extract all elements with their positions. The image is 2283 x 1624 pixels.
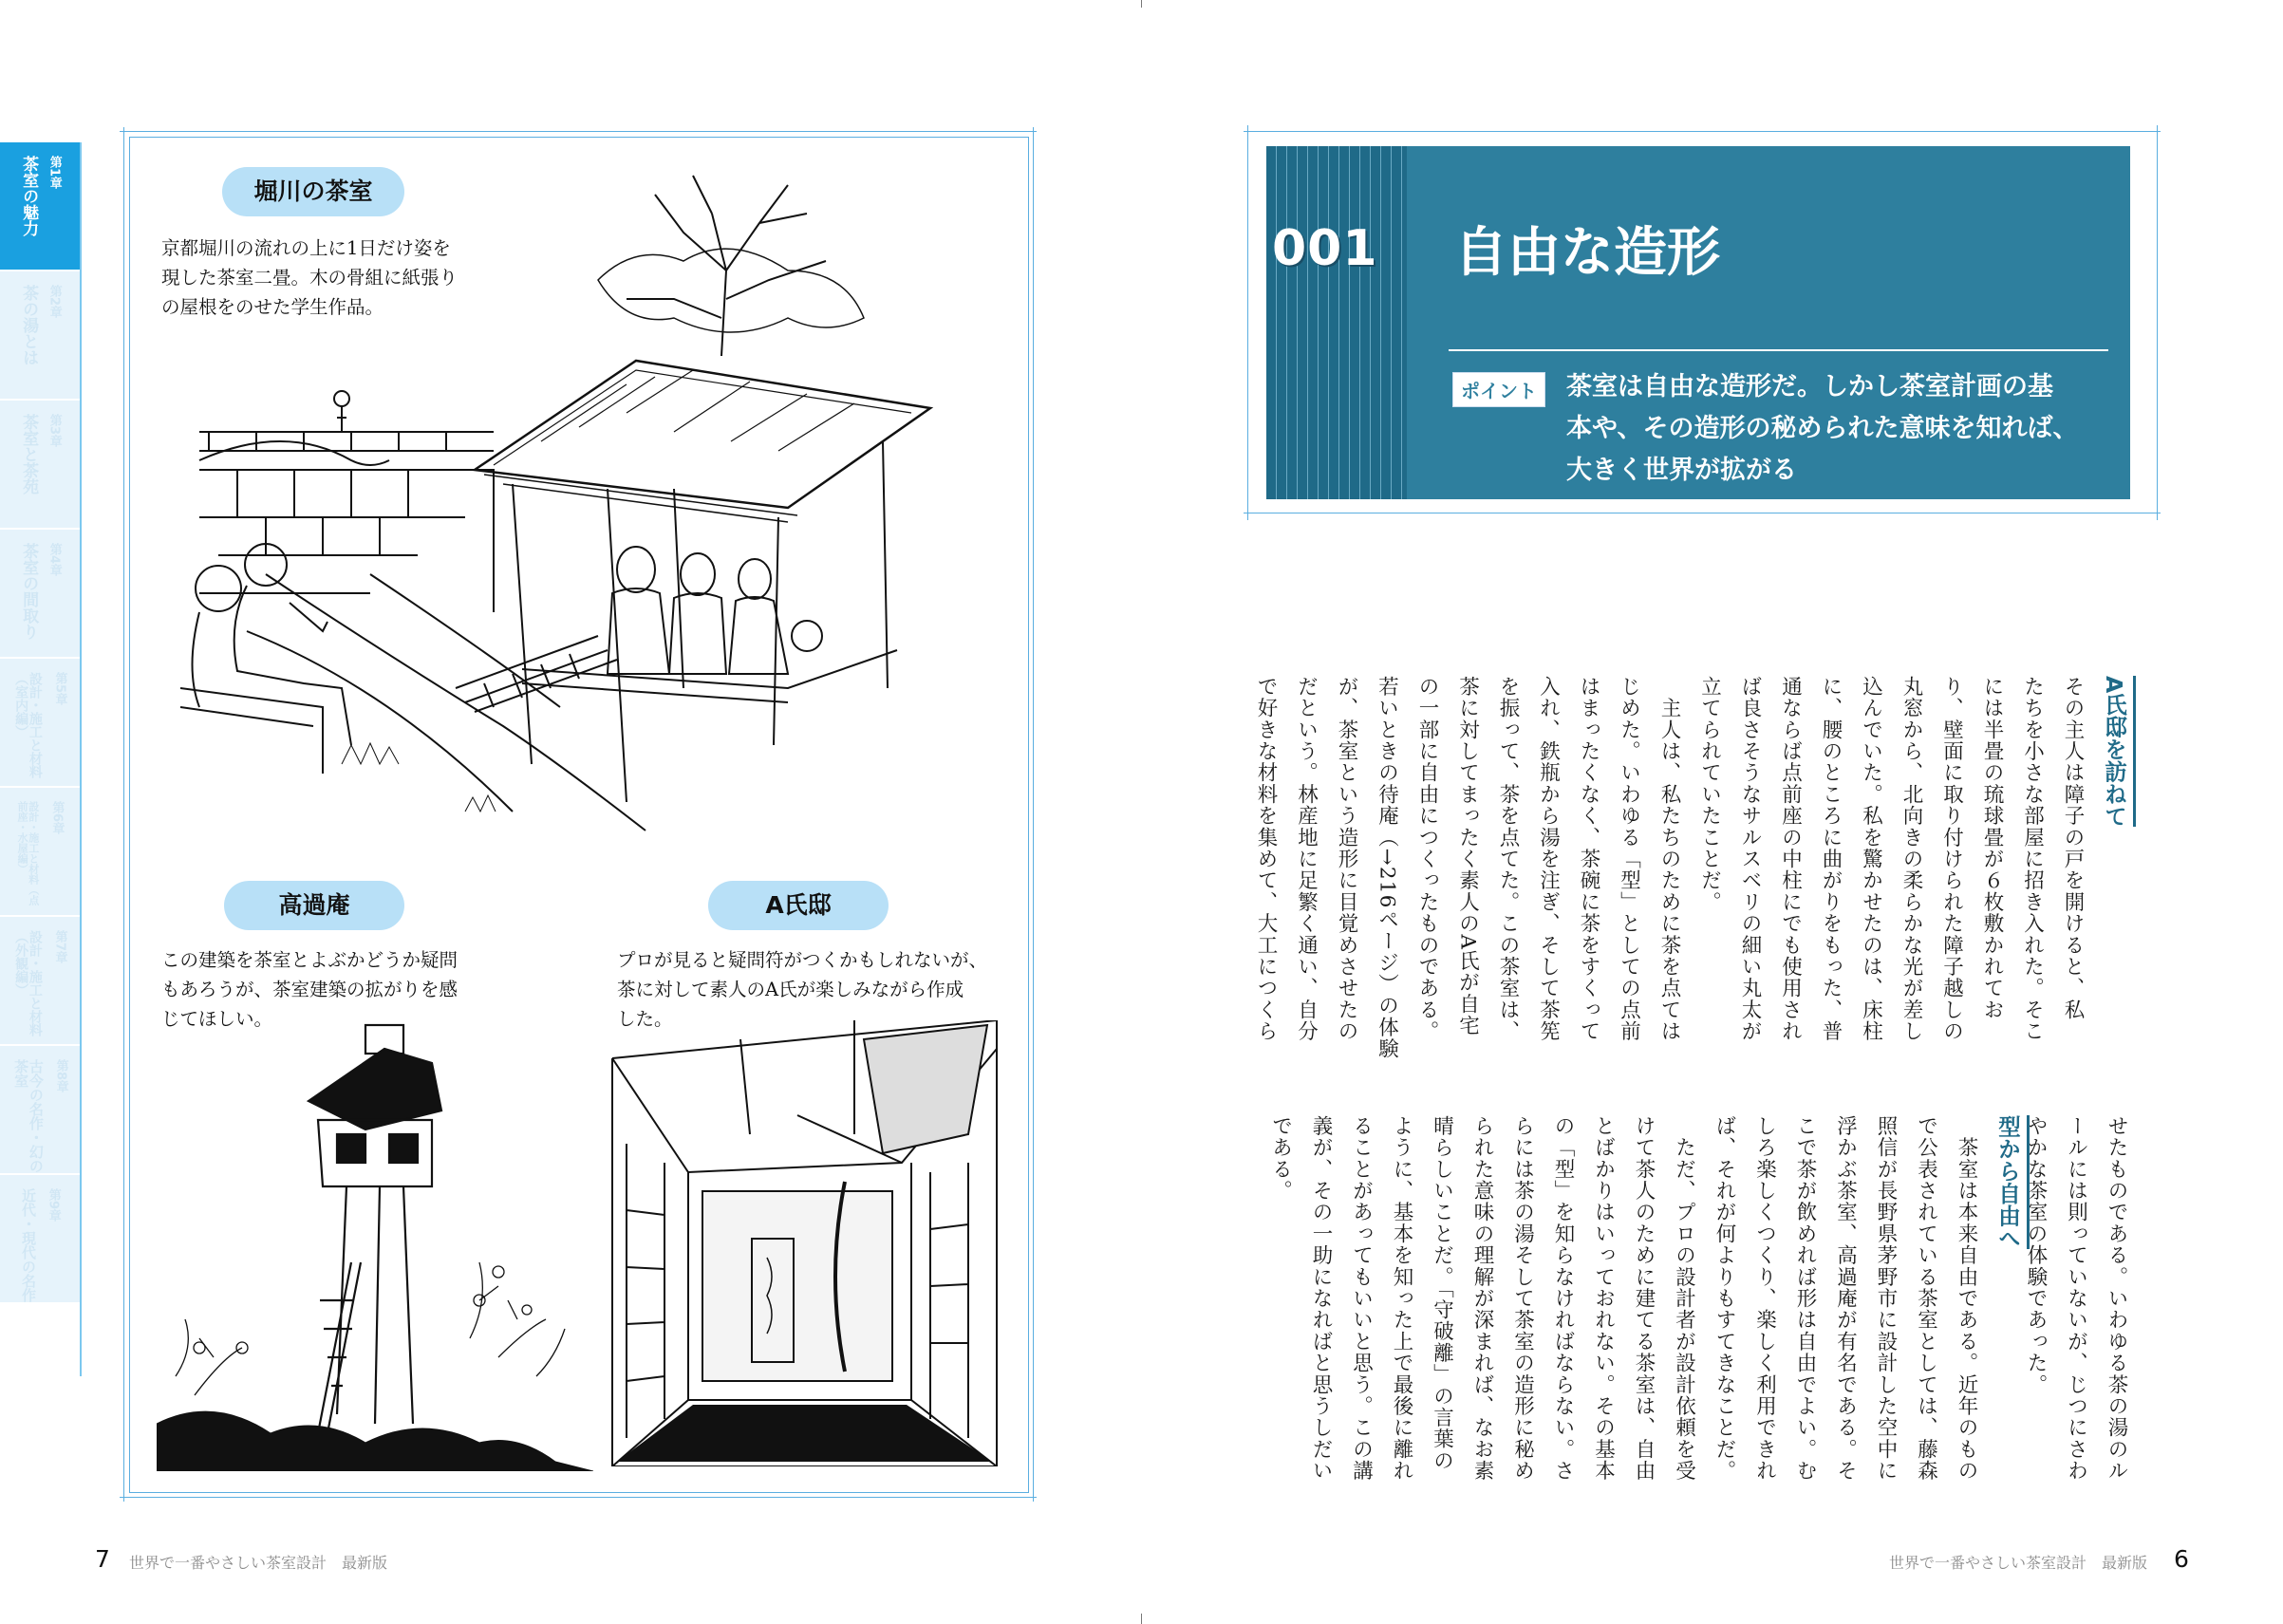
page-number-left: 7 (95, 1545, 110, 1573)
text-column: である。 (1268, 1115, 1293, 1202)
chapter-tab-7[interactable] (0, 917, 80, 1046)
text-column: ることがあってもいいと思う。この講 (1349, 1115, 1374, 1482)
frame-line (120, 131, 1037, 132)
chapter-tab-4[interactable] (0, 530, 80, 659)
point-text (1566, 366, 2107, 492)
text-column: 入れ、鉄瓶から湯を注ぎ、そして茶筅 (1536, 676, 1561, 1042)
text-column: を振って、茶を点てた。この茶室は、 (1496, 676, 1520, 1042)
header-frame-line (1247, 125, 1248, 520)
point-line: 本や、その造形の秘められた意味を知れば、 (1566, 414, 2079, 443)
point-line: 茶室は自由な造形だ。しかし茶室計画の基 (1566, 372, 2053, 401)
text-column: やかな茶室の体験であった。 (2024, 1115, 2048, 1396)
header-stripes (1266, 146, 1407, 499)
text-column: せたものである。いわゆる茶の湯のル (2105, 1115, 2128, 1482)
chapter-tab-title: 茶の湯とは (19, 285, 39, 365)
chapter-tab-title: 茶室の間取り (19, 543, 39, 640)
chapter-tab-1[interactable] (0, 142, 80, 271)
illustration-label-a-residence: A氏邸 (708, 881, 889, 930)
body-text-section1 (1254, 676, 2092, 1093)
crop-mark (1141, 0, 1142, 8)
text-column: とばかりはいっておれない。その基本 (1591, 1115, 1616, 1482)
text-column: 茶室は本来自由である。近年のもの (1955, 1115, 1978, 1482)
text-column: ば、それが何よりもすてきなことだ。 (1712, 1115, 1736, 1482)
chapter-tab-number: 第3章 (47, 414, 62, 448)
chapter-tab-3[interactable] (0, 401, 80, 530)
caption-line: じてほしい。 (161, 1008, 273, 1030)
frame-line (1033, 127, 1034, 1502)
text-column: けて茶人のために建てる茶室は、自由 (1632, 1115, 1656, 1482)
section-title: 自由な造形 (1454, 222, 1720, 284)
chapter-tab-title: 設計・施工と材料（外観編） (13, 930, 43, 1036)
point-badge: ポイント (1452, 372, 1545, 407)
text-column: 茶に対してまったく素人のA氏が自宅 (1455, 676, 1480, 1036)
chapter-tab-title: 設計・施工と材料（点前座・水屋編） (16, 801, 40, 905)
text-column: だという。林産地に足繁く通い、自分 (1294, 676, 1319, 1042)
point-line: 大きく世界が拡がる (1566, 456, 1797, 485)
caption-line: 茶に対して素人のA氏が楽しみながら作成 (617, 979, 964, 1000)
chapter-tab-number: 第7章 (52, 930, 67, 964)
text-column: られた意味の理解が深まれば、なお素 (1470, 1115, 1494, 1482)
text-column: 若いときの待庵（→216ページ）の体験 (1375, 676, 1399, 1060)
chapter-tab-number: 第5章 (52, 672, 67, 706)
chapter-tab-title: 茶室の魅力 (19, 156, 39, 236)
horikawa-teahouse-illustration (180, 157, 968, 859)
crop-mark (1141, 1614, 1142, 1624)
chapter-tab-6[interactable] (0, 788, 80, 917)
a-residence-interior-illustration (608, 1020, 1001, 1466)
frame-line (123, 127, 124, 1502)
text-column: 義が、その一助になればと思うしだい (1309, 1115, 1333, 1482)
text-column: ールには則っていないが、じつにさわ (2064, 1115, 2088, 1482)
chapter-tab-title: 近代・現代の名作 (20, 1188, 38, 1302)
section-heading-a-residence: A氏邸を訪ねて (2098, 676, 2136, 827)
section-heading-from-form-to-freedom: 型から自由へ (1992, 1115, 2030, 1249)
tab-divider (80, 142, 82, 1376)
header-frame-line (1244, 131, 2161, 132)
caption-line: した。 (617, 1008, 673, 1030)
illustration-label-takasugian: 高過庵 (224, 881, 404, 930)
text-column: たちを小さな部屋に招き入れた。そこ (2020, 676, 2045, 1042)
chapter-tabs (0, 142, 80, 1304)
text-column: 立てられていたことだ。 (1697, 676, 1722, 913)
chapter-tab-number: 第2章 (47, 285, 62, 319)
text-column: 通ならば点前座の中柱にでも使用され (1778, 676, 1803, 1042)
caption-line: の屋根をのせた学生作品。 (161, 296, 384, 318)
caption-line: 現した茶室二畳。木の骨組に紙張り (161, 267, 458, 289)
chapter-tab-title: 古今の名作・幻の茶室 (12, 1059, 45, 1173)
text-column: に、腰のところに曲がりをもった、普 (1819, 676, 1843, 1042)
takasugian-illustration (157, 1016, 593, 1471)
footer-book-title-left: 世界で一番やさしい茶室設計 最新版 (129, 1554, 388, 1572)
text-column: らには茶の湯そして茶室の造形に秘め (1510, 1115, 1535, 1482)
caption-line: 京都堀川の流れの上に1日だけ姿を (161, 237, 451, 259)
text-column: 込んでいた。私を驚かせたのは、床柱 (1859, 676, 1883, 1042)
chapter-tab-8[interactable] (0, 1046, 80, 1175)
frame-line (120, 1497, 1037, 1498)
text-column: 晴らしいことだ。「守破離」の言葉の (1430, 1115, 1454, 1472)
chapter-tab-title: 茶室と茶苑 (19, 414, 39, 495)
text-column: で公表されている茶室としては、藤森 (1914, 1115, 1938, 1482)
text-column: ば良さそうなサルスベリの細い丸太が (1738, 676, 1762, 1042)
chapter-tab-number: 第1章 (47, 156, 62, 190)
text-column: の「型」を知らなければならない。さ (1551, 1115, 1575, 1482)
body-text-section2 (1264, 1115, 1986, 1533)
text-column: ように、基本を知った上で最後に離れ (1390, 1115, 1413, 1482)
caption-line: プロが見ると疑問符がつくかもしれないが、 (617, 949, 988, 971)
text-column: しろ楽しくつくり、楽しく利用できれ (1752, 1115, 1777, 1482)
chapter-tab-number: 第6章 (49, 801, 65, 835)
text-column: 丸窓から、北向きの柔らかな光が差し (1899, 676, 1923, 1042)
chapter-tab-9[interactable] (0, 1175, 80, 1304)
section-number: 001 (1272, 220, 1378, 277)
footer-book-title-right: 世界で一番やさしい茶室設計 最新版 (1889, 1554, 2148, 1572)
text-column: その主人は障子の戸を開けると、私 (2061, 676, 2085, 1021)
chapter-tab-number: 第4章 (47, 543, 62, 577)
text-column: はまったくなく、茶碗に茶をすくって (1577, 676, 1600, 1042)
text-column: で好きな材料を集めて、大工につくら (1254, 676, 1278, 1042)
text-column: ただ、プロの設計者が設計依頼を受 (1672, 1115, 1696, 1482)
chapter-tab-number: 第8章 (53, 1059, 68, 1093)
chapter-tab-5[interactable] (0, 659, 80, 788)
header-frame-line (2157, 125, 2158, 520)
caption-line: この建築を茶室とよぶかどうか疑問 (161, 949, 458, 971)
text-column: が、茶室という造形に目覚めさせたの (1335, 676, 1358, 1042)
chapter-tab-title: 設計・施工と材料（室内編） (13, 672, 43, 778)
page-number-right: 6 (2174, 1545, 2189, 1573)
chapter-tab-number: 第9章 (46, 1188, 61, 1223)
caption-line: もあろうが、茶室建築の拡がりを感 (161, 979, 458, 1000)
chapter-tab-2[interactable] (0, 271, 80, 401)
text-column: り、壁面に取り付けられた障子越しの (1939, 676, 1964, 1042)
text-column: には半畳の琉球畳が６枚敷かれてお (1980, 676, 2004, 1021)
text-column: の一部に自由につくったものである。 (1415, 676, 1439, 1042)
text-column: じめた。いわゆる「型」としての点前 (1617, 676, 1641, 1042)
text-column: 主人は、私たちのために茶を点ては (1657, 676, 1681, 1042)
text-column: 浮かぶ茶室、高過庵が有名である。そ (1833, 1115, 1858, 1482)
text-column: こで茶が飲めれば形は自由でよい。む (1793, 1115, 1817, 1482)
section-header (1251, 135, 2159, 511)
header-rule (1449, 349, 2108, 351)
text-column: 照信が長野県茅野市に設計した空中に (1874, 1115, 1898, 1482)
illustration-label-horikawa: 堀川の茶室 (222, 167, 404, 216)
